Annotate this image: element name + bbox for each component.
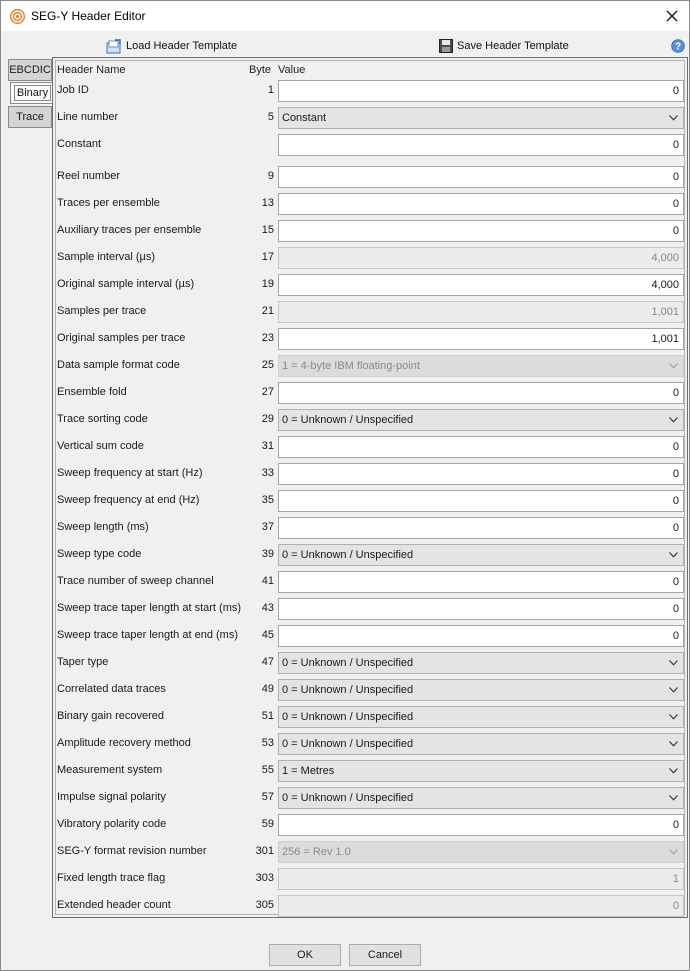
value-input[interactable] bbox=[278, 490, 684, 512]
value-input bbox=[278, 301, 684, 323]
byte-offset: 53 bbox=[261, 737, 274, 749]
table-row bbox=[56, 652, 686, 674]
tab-trace-label: Trace bbox=[16, 111, 44, 123]
value-text: 1 bbox=[672, 873, 679, 885]
value-input bbox=[278, 895, 684, 917]
header-name-label: Samples per trace bbox=[57, 305, 147, 317]
value-input[interactable] bbox=[278, 436, 684, 458]
byte-offset: 15 bbox=[261, 224, 274, 236]
header-name-label: Line number bbox=[57, 111, 119, 123]
table-row bbox=[56, 571, 686, 593]
byte-offset: 19 bbox=[261, 278, 274, 290]
table-row bbox=[56, 436, 686, 458]
byte-offset: 49 bbox=[261, 683, 274, 695]
chevron-down-icon bbox=[669, 115, 678, 121]
value-dropdown[interactable] bbox=[278, 760, 684, 782]
byte-offset: 13 bbox=[261, 197, 274, 209]
table-row bbox=[56, 814, 686, 836]
load-template-button[interactable] bbox=[106, 38, 237, 54]
header-name-label: Taper type bbox=[57, 656, 109, 668]
byte-offset: 305 bbox=[255, 899, 274, 911]
value-text: 0 bbox=[672, 468, 679, 480]
header-name-label: Traces per ensemble bbox=[57, 197, 160, 209]
value-text: 0 = Unknown / Unspecified bbox=[282, 657, 414, 669]
header-name-label: SEG-Y format revision number bbox=[57, 845, 207, 857]
header-table bbox=[55, 60, 685, 915]
value-text: 1 = 4-byte IBM floating-point bbox=[282, 360, 420, 372]
value-input[interactable] bbox=[278, 274, 684, 296]
byte-offset: 51 bbox=[261, 710, 274, 722]
value-dropdown[interactable] bbox=[278, 733, 684, 755]
chevron-down-icon bbox=[669, 552, 678, 558]
chevron-down-icon bbox=[669, 849, 678, 855]
help-icon[interactable] bbox=[671, 39, 685, 53]
chevron-down-icon bbox=[669, 795, 678, 801]
header-name-label: Extended header count bbox=[57, 899, 171, 911]
value-text: 256 = Rev 1.0 bbox=[282, 846, 351, 858]
byte-offset: 17 bbox=[261, 251, 274, 263]
value-text: 0 = Unknown / Unspecified bbox=[282, 549, 414, 561]
cancel-button[interactable] bbox=[349, 944, 421, 966]
table-row bbox=[56, 625, 686, 647]
table-row bbox=[56, 787, 686, 809]
table-row bbox=[56, 166, 686, 188]
header-name-label: Sweep frequency at end (Hz) bbox=[57, 494, 200, 506]
byte-offset: 25 bbox=[261, 359, 274, 371]
table-row bbox=[56, 895, 686, 917]
tab-binary[interactable] bbox=[10, 82, 54, 104]
value-dropdown[interactable] bbox=[278, 706, 684, 728]
value-text: 0 bbox=[672, 819, 679, 831]
header-name-label: Trace number of sweep channel bbox=[57, 575, 214, 587]
chevron-down-icon bbox=[669, 660, 678, 666]
svg-text:?: ? bbox=[674, 41, 682, 53]
header-name-label: Original sample interval (µs) bbox=[57, 278, 195, 290]
header-name-label: Constant bbox=[57, 138, 102, 150]
byte-offset: 37 bbox=[261, 521, 274, 533]
byte-offset: 41 bbox=[261, 575, 274, 587]
tab-binary-label: Binary bbox=[14, 85, 51, 101]
header-name-label: Vertical sum code bbox=[57, 440, 144, 452]
chevron-down-icon bbox=[669, 768, 678, 774]
value-input[interactable] bbox=[278, 220, 684, 242]
chevron-down-icon bbox=[669, 714, 678, 720]
byte-offset: 39 bbox=[261, 548, 274, 560]
value-dropdown bbox=[278, 841, 684, 863]
segy-app-icon bbox=[10, 9, 25, 24]
chevron-down-icon bbox=[669, 417, 678, 423]
title-bar bbox=[1, 1, 689, 31]
table-row bbox=[56, 274, 686, 296]
value-text: 0 = Unknown / Unspecified bbox=[282, 792, 414, 804]
value-text: 0 = Unknown / Unspecified bbox=[282, 738, 414, 750]
value-dropdown[interactable] bbox=[278, 544, 684, 566]
column-header-byte: Byte bbox=[249, 64, 272, 76]
value-text: 0 bbox=[672, 522, 679, 534]
value-dropdown[interactable] bbox=[278, 409, 684, 431]
value-text: Constant bbox=[282, 112, 327, 124]
table-row bbox=[56, 679, 686, 701]
header-name-label: Ensemble fold bbox=[57, 386, 127, 398]
byte-offset: 303 bbox=[255, 872, 274, 884]
table-row bbox=[56, 544, 686, 566]
byte-offset: 29 bbox=[261, 413, 274, 425]
value-text: 4,000 bbox=[651, 252, 679, 264]
column-header-name: Header Name bbox=[57, 64, 126, 76]
table-row bbox=[56, 517, 686, 539]
value-input[interactable] bbox=[278, 382, 684, 404]
byte-offset: 27 bbox=[261, 386, 274, 398]
table-row bbox=[56, 328, 686, 350]
table-row bbox=[56, 841, 686, 863]
tab-ebcdic[interactable] bbox=[8, 59, 52, 81]
value-text: 0 bbox=[672, 225, 679, 237]
tab-ebcdic-label: EBCDIC bbox=[9, 64, 51, 76]
table-row bbox=[56, 733, 686, 755]
close-icon bbox=[666, 10, 678, 22]
header-name-label: Trace sorting code bbox=[57, 413, 148, 425]
value-input[interactable] bbox=[278, 134, 684, 156]
value-text: 0 bbox=[672, 85, 679, 97]
header-name-label: Impulse signal polarity bbox=[57, 791, 166, 803]
value-dropdown[interactable] bbox=[278, 107, 684, 129]
column-header-value: Value bbox=[278, 64, 306, 76]
value-text: 0 bbox=[672, 900, 679, 912]
value-text: 4,000 bbox=[651, 279, 679, 291]
table-row bbox=[56, 598, 686, 620]
value-input[interactable] bbox=[278, 517, 684, 539]
value-text: 0 bbox=[672, 603, 679, 615]
value-dropdown[interactable] bbox=[278, 787, 684, 809]
value-text: 0 bbox=[672, 387, 679, 399]
ok-button-label: OK bbox=[297, 949, 313, 961]
value-input[interactable] bbox=[278, 814, 684, 836]
table-row bbox=[56, 80, 686, 102]
byte-offset: 31 bbox=[261, 440, 274, 452]
value-text: 0 bbox=[672, 576, 679, 588]
header-name-label: Measurement system bbox=[57, 764, 163, 776]
chevron-down-icon bbox=[669, 363, 678, 369]
value-input[interactable] bbox=[278, 328, 684, 350]
table-row bbox=[56, 463, 686, 485]
byte-offset: 9 bbox=[267, 170, 274, 182]
tab-trace[interactable] bbox=[8, 106, 52, 128]
value-input[interactable] bbox=[278, 80, 684, 102]
value-input[interactable] bbox=[278, 571, 684, 593]
header-name-label: Reel number bbox=[57, 170, 120, 182]
table-row bbox=[56, 490, 686, 512]
cancel-button-label: Cancel bbox=[367, 949, 403, 961]
value-input[interactable] bbox=[278, 193, 684, 215]
chevron-down-icon bbox=[669, 687, 678, 693]
header-name-label: Sweep length (ms) bbox=[57, 521, 149, 533]
header-name-label: Job ID bbox=[57, 84, 89, 96]
byte-offset: 35 bbox=[261, 494, 274, 506]
byte-offset: 43 bbox=[261, 602, 274, 614]
byte-offset: 301 bbox=[255, 845, 274, 857]
table-row bbox=[56, 220, 686, 242]
value-dropdown bbox=[278, 355, 684, 377]
header-name-label: Original samples per trace bbox=[57, 332, 186, 344]
value-input bbox=[278, 868, 684, 890]
value-text: 0 = Unknown / Unspecified bbox=[282, 414, 414, 426]
table-row bbox=[56, 382, 686, 404]
value-input[interactable] bbox=[278, 463, 684, 485]
header-name-label: Data sample format code bbox=[57, 359, 180, 371]
header-name-label: Fixed length trace flag bbox=[57, 872, 166, 884]
header-name-label: Vibratory polarity code bbox=[57, 818, 167, 830]
header-name-label: Amplitude recovery method bbox=[57, 737, 191, 749]
load-template-label: Load Header Template bbox=[126, 40, 238, 52]
close-button[interactable] bbox=[661, 5, 683, 27]
load-template-icon bbox=[106, 39, 122, 54]
save-template-button[interactable] bbox=[439, 38, 569, 54]
byte-offset: 23 bbox=[261, 332, 274, 344]
value-text: 1,001 bbox=[651, 306, 679, 318]
value-text: 1,001 bbox=[651, 333, 679, 345]
byte-offset: 47 bbox=[261, 656, 274, 668]
value-dropdown[interactable] bbox=[278, 652, 684, 674]
table-row bbox=[56, 355, 686, 377]
byte-offset: 5 bbox=[267, 111, 274, 123]
table-row bbox=[56, 706, 686, 728]
header-name-label: Sweep frequency at start (Hz) bbox=[57, 467, 203, 479]
byte-offset: 57 bbox=[261, 791, 274, 803]
table-row bbox=[56, 107, 686, 129]
header-name-label: Binary gain recovered bbox=[57, 710, 165, 722]
value-input[interactable] bbox=[278, 625, 684, 647]
value-text: 0 bbox=[672, 139, 679, 151]
byte-offset: 55 bbox=[261, 764, 274, 776]
byte-offset: 59 bbox=[261, 818, 274, 830]
byte-offset: 21 bbox=[261, 305, 274, 317]
binary-header-panel bbox=[52, 57, 688, 918]
header-name-label: Sweep trace taper length at start (ms) bbox=[57, 602, 242, 614]
save-template-label: Save Header Template bbox=[457, 40, 569, 52]
header-name-label: Auxiliary traces per ensemble bbox=[57, 224, 202, 236]
value-text: 1 = Metres bbox=[282, 765, 335, 777]
chevron-down-icon bbox=[669, 741, 678, 747]
table-row bbox=[56, 409, 686, 431]
table-row bbox=[56, 134, 686, 156]
value-input bbox=[278, 247, 684, 269]
value-text: 0 bbox=[672, 495, 679, 507]
value-text: 0 bbox=[672, 630, 679, 642]
byte-offset: 1 bbox=[267, 84, 274, 96]
value-input[interactable] bbox=[278, 166, 684, 188]
header-name-label: Sample interval (µs) bbox=[57, 251, 156, 263]
table-row bbox=[56, 760, 686, 782]
value-text: 0 = Unknown / Unspecified bbox=[282, 684, 414, 696]
table-row bbox=[56, 301, 686, 323]
value-text: 0 bbox=[672, 441, 679, 453]
value-dropdown[interactable] bbox=[278, 679, 684, 701]
save-template-icon bbox=[439, 39, 453, 53]
table-row bbox=[56, 868, 686, 890]
ok-button[interactable] bbox=[269, 944, 341, 966]
value-input[interactable] bbox=[278, 598, 684, 620]
table-row bbox=[56, 247, 686, 269]
header-name-label: Sweep type code bbox=[57, 548, 142, 560]
value-text: 0 = Unknown / Unspecified bbox=[282, 711, 414, 723]
header-name-label: Sweep trace taper length at end (ms) bbox=[57, 629, 238, 641]
window-title: SEG-Y Header Editor bbox=[31, 9, 146, 23]
value-text: 0 bbox=[672, 171, 679, 183]
byte-offset: 45 bbox=[261, 629, 274, 641]
value-text: 0 bbox=[672, 198, 679, 210]
table-row bbox=[56, 193, 686, 215]
byte-offset: 33 bbox=[261, 467, 274, 479]
header-name-label: Correlated data traces bbox=[57, 683, 166, 695]
